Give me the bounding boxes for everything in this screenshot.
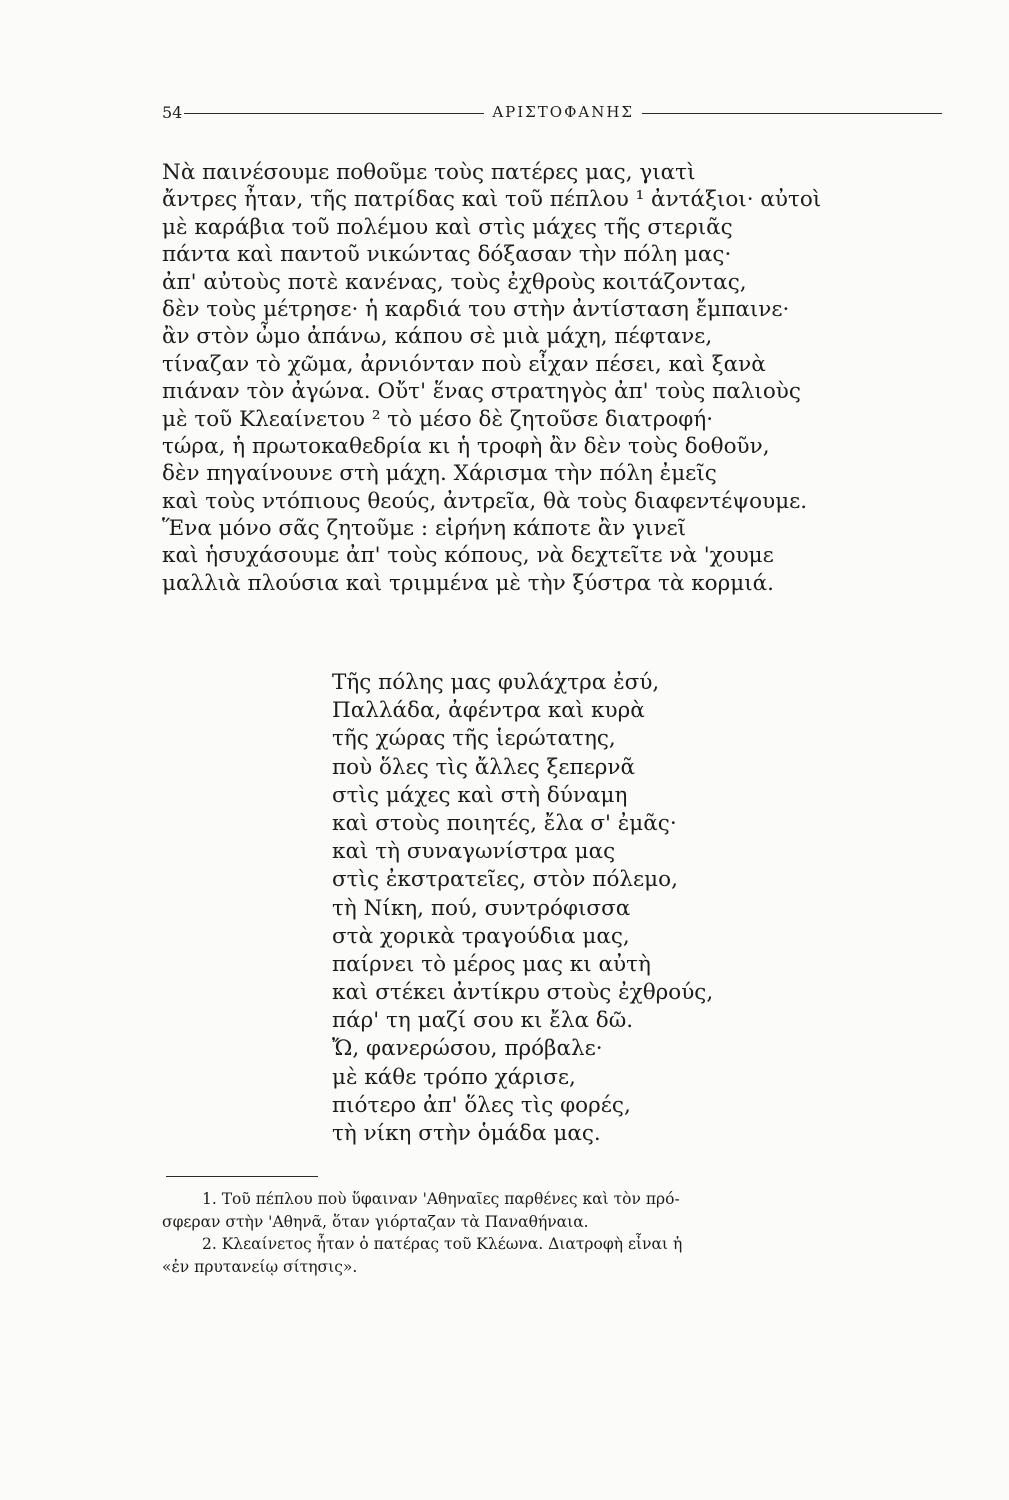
prose-line: καὶ ἡσυχάσουμε ἀπ' τοὺς κόπους, νὰ δεχτεῖτε νὰ 'χουμε [162,543,774,569]
prose-line: πάντα καὶ παντοῦ νικώντας δόξασαν τὴν πόλη μας· [162,242,732,268]
verse-line: πιότερο ἀπ' ὅλες τὶς φορές, [332,1092,631,1118]
footnote-2-line: «ἐν πρυτανείῳ σίτησις». [162,1257,358,1276]
footnote-divider [166,1176,318,1177]
verse-line: καὶ τὴ συναγωνίστρα μας [332,839,616,865]
running-title: ΑΡΙΣΤΟΦΑΝΗΣ [492,103,635,121]
verse-line: καὶ στέκει ἀντίκρυ στοὺς ἐχθρούς, [332,980,714,1006]
prose-line: ἂν στὸν ὦμο ἀπάνω, κάπου σὲ μιὰ μάχη, πέφτανε, [162,324,713,350]
verse-line: τῆς χώρας τῆς ἱερώτατης, [332,726,616,752]
footnote-2-line: 2. Κλεαίνετος ἦταν ὁ πατέρας τοῦ Κλέωνα. Διατροφὴ εἶναι ἡ [202,1235,683,1253]
prose-line: τώρα, ἡ πρωτοκαθεδρία κι ἡ τροφὴ ἂν δὲν τοὺς δοθοῦν, [162,433,770,459]
header-rule-right [642,113,942,114]
prose-line: πιάναν τὸν ἀγώνα. Οὔτ' ἕνας στρατηγὸς ἀπ' τοὺς παλιοὺς [162,379,801,405]
verse-block [332,669,952,1148]
verse-line: στὰ χορικὰ τραγούδια μας, [332,923,630,949]
verse-line: Ὤ, φανερώσου, πρόβαλε· [332,1036,603,1062]
prose-line: μαλλιὰ πλούσια καὶ τριμμένα μὲ τὴν ξύστρα τὰ κορμιά. [162,570,774,596]
footnotes [162,1188,942,1278]
verse-line: τὴ νίκη στὴν ὁμάδα μας. [332,1121,601,1146]
prose-line: ἀπ' αὐτοὺς ποτὲ κανένας, τοὺς ἐχθροὺς κοιτάζοντας, [162,269,747,295]
prose-line: Νὰ παινέσουμε ποθοῦμε τοὺς πατέρες μας, γιατὶ [162,160,696,185]
prose-line: δὲν πηγαίνουνε στὴ μάχη. Χάρισμα τὴν πόλη ἐμεῖς [162,461,717,487]
prose-line: Ἕνα μόνο σᾶς ζητοῦμε : εἰρήνη κάποτε ἂν γινεῖ [162,516,687,542]
verse-line: παίρνει τὸ μέρος μας κι αὐτὴ [332,951,651,977]
prose-block [162,159,952,597]
prose-line: ἄντρες ἦταν, τῆς πατρίδας καὶ τοῦ πέπλου ¹ ἀντάξιοι· αὐτοὶ [162,187,822,213]
verse-line: στὶς μάχες καὶ στὴ δύναμη [332,782,628,808]
verse-line: ποὺ ὅλες τὶς ἄλλες ξεπερνᾶ [332,754,636,780]
verse-line: στὶς ἐκστρατεῖες, στὸν πόλεμο, [332,867,678,893]
verse-line: τὴ Νίκη, πού, συντρόφισσα [332,895,631,921]
prose-line: δὲν τοὺς μέτρησε· ἡ καρδιά του στὴν ἀντίσταση ἔμπαινε· [162,296,790,322]
verse-line: Παλλάδα, ἀφέντρα καὶ κυρὰ [332,698,645,724]
page-number: 54 [162,102,183,122]
running-header [162,100,942,124]
prose-line: μὲ τοῦ Κλεαίνετου ² τὸ μέσο δὲ ζητοῦσε διατροφή· [162,406,714,432]
verse-line: καὶ στοὺς ποιητές, ἔλα σ' ἐμᾶς· [332,810,677,836]
verse-line: μὲ κάθε τρόπο χάρισε, [332,1064,576,1090]
footnote-1-line: σφεραν στὴν 'Αθηνᾶ, ὅταν γιόρταζαν τὰ Παναθήναια. [162,1212,589,1231]
footnote-1-line: 1. Τοῦ πέπλου ποὺ ὕφαιναν 'Αθηναῖες παρθένες καὶ τὸν πρό- [202,1190,680,1208]
verse-line: πάρ' τη μαζί σου κι ἔλα δῶ. [332,1008,634,1034]
header-rule-left [184,113,484,114]
prose-line: τίναζαν τὸ χῶμα, ἀρνιόνταν ποὺ εἶχαν πέσει, καὶ ξανὰ [162,351,766,377]
prose-line: μὲ καράβια τοῦ πολέμου καὶ στὶς μάχες τῆς στεριᾶς [162,214,733,240]
verse-line: Τῆς πόλης μας φυλάχτρα ἐσύ, [332,670,660,695]
prose-line: καὶ τοὺς ντόπιους θεούς, ἀντρεῖα, θὰ τοὺς διαφεντέψουμε. [162,488,808,514]
